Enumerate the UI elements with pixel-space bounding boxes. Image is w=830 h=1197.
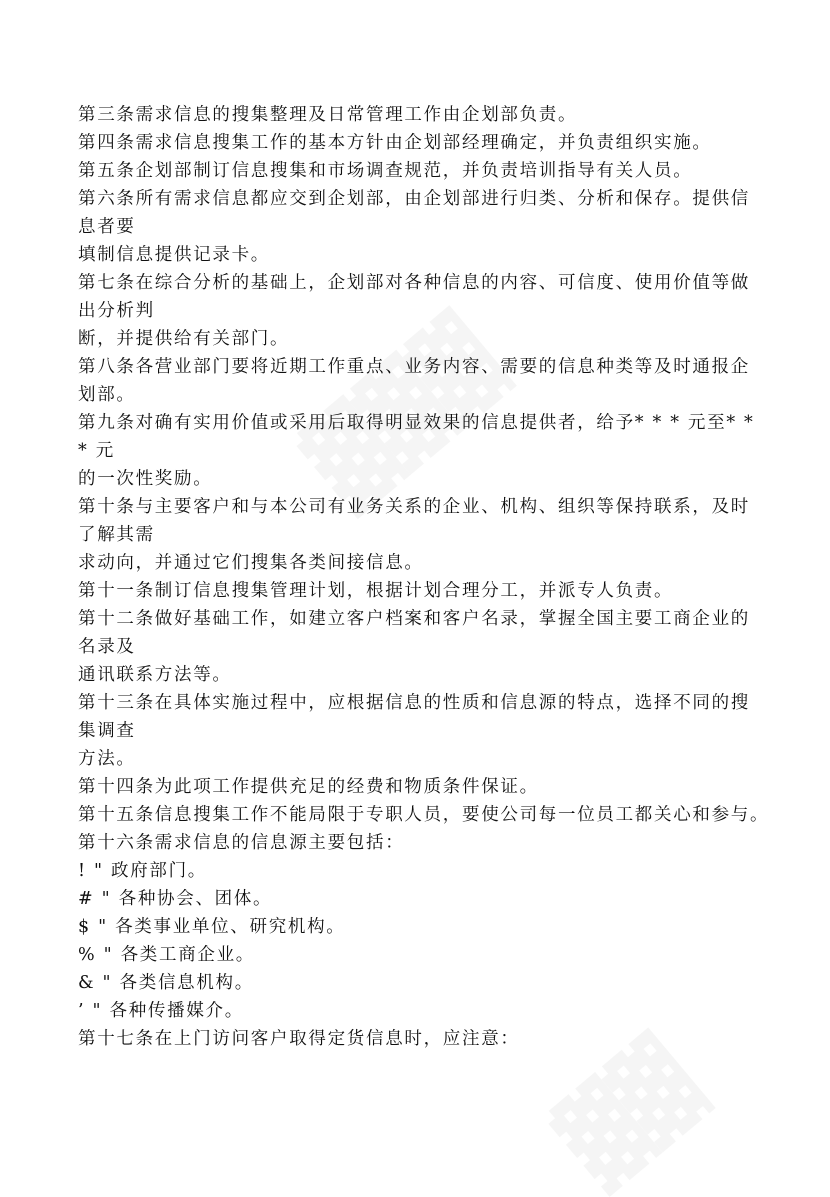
text-line: 第七条在综合分析的基础上，企划部对各种信息的内容、可信度、使用价值等做 xyxy=(78,273,750,293)
text-line: 第八条各营业部门要将近期工作重点、业务内容、需要的信息种类等及时通报企 xyxy=(78,357,750,377)
text-line: 集调查 xyxy=(78,721,136,741)
text-line: 通讯联系方法等。 xyxy=(78,665,232,685)
text-line: 填制信息提供记录卡。 xyxy=(78,245,270,265)
text-line: 断，并提供给有关部门。 xyxy=(78,329,290,349)
text-line: ’ " 各种传播媒介。 xyxy=(78,1001,244,1021)
text-line: 第九条对确有实用价值或采用后取得明显效果的信息提供者，给予* * * 元至* * xyxy=(78,413,755,433)
text-line: $ " 各类事业单位、研究机构。 xyxy=(78,917,346,937)
text-line: ! " 政府部门。 xyxy=(78,861,208,881)
text-line: 出分析判 xyxy=(78,301,155,321)
document-body xyxy=(78,101,769,1053)
text-line: 息者要 xyxy=(78,217,136,237)
watermark xyxy=(542,1028,716,1197)
text-line: 第十六条需求信息的信息源主要包括： xyxy=(78,833,405,853)
text-line: 求动向，并通过它们搜集各类间接信息。 xyxy=(78,553,424,573)
text-line: 名录及 xyxy=(78,637,136,657)
text-line: * 元 xyxy=(78,441,115,461)
text-line: 第十五条信息搜集工作不能局限于专职人员，要使公司每一位员工都关心和参与。 xyxy=(78,805,770,825)
text-line: 第三条需求信息的搜集整理及日常管理工作由企划部负责。 xyxy=(78,105,578,125)
text-line: 第十三条在具体实施过程中，应根据信息的性质和信息源的特点，选择不同的搜 xyxy=(78,693,750,713)
text-line: 第十四条为此项工作提供充足的经费和物质条件保证。 xyxy=(78,777,539,797)
text-line: 划部。 xyxy=(78,385,136,405)
text-line: 方法。 xyxy=(78,749,136,769)
text-line: 了解其需 xyxy=(78,525,155,545)
text-line: % " 各类工商企业。 xyxy=(78,945,256,965)
text-line: 第十一条制订信息搜集管理计划，根据计划合理分工，并派专人负责。 xyxy=(78,581,674,601)
text-line: 第四条需求信息搜集工作的基本方针由企划部经理确定，并负责组织实施。 xyxy=(78,133,712,153)
text-line: 第六条所有需求信息都应交到企划部，由企划部进行归类、分析和保存。提供信 xyxy=(78,189,750,209)
text-line: 第十七条在上门访问客户取得定货信息时，应注意： xyxy=(78,1029,520,1049)
text-line: & " 各类信息机构。 xyxy=(78,973,254,993)
text-line: # " 各种协会、团体。 xyxy=(78,889,273,909)
text-line: 的一次性奖励。 xyxy=(78,469,213,489)
text-line: 第十二条做好基础工作，如建立客户档案和客户名录，掌握全国主要工商企业的 xyxy=(78,609,750,629)
text-line: 第五条企划部制订信息搜集和市场调查规范，并负责培训指导有关人员。 xyxy=(78,161,693,181)
text-line: 第十条与主要客户和与本公司有业务关系的企业、机构、组织等保持联系，及时 xyxy=(78,497,750,517)
